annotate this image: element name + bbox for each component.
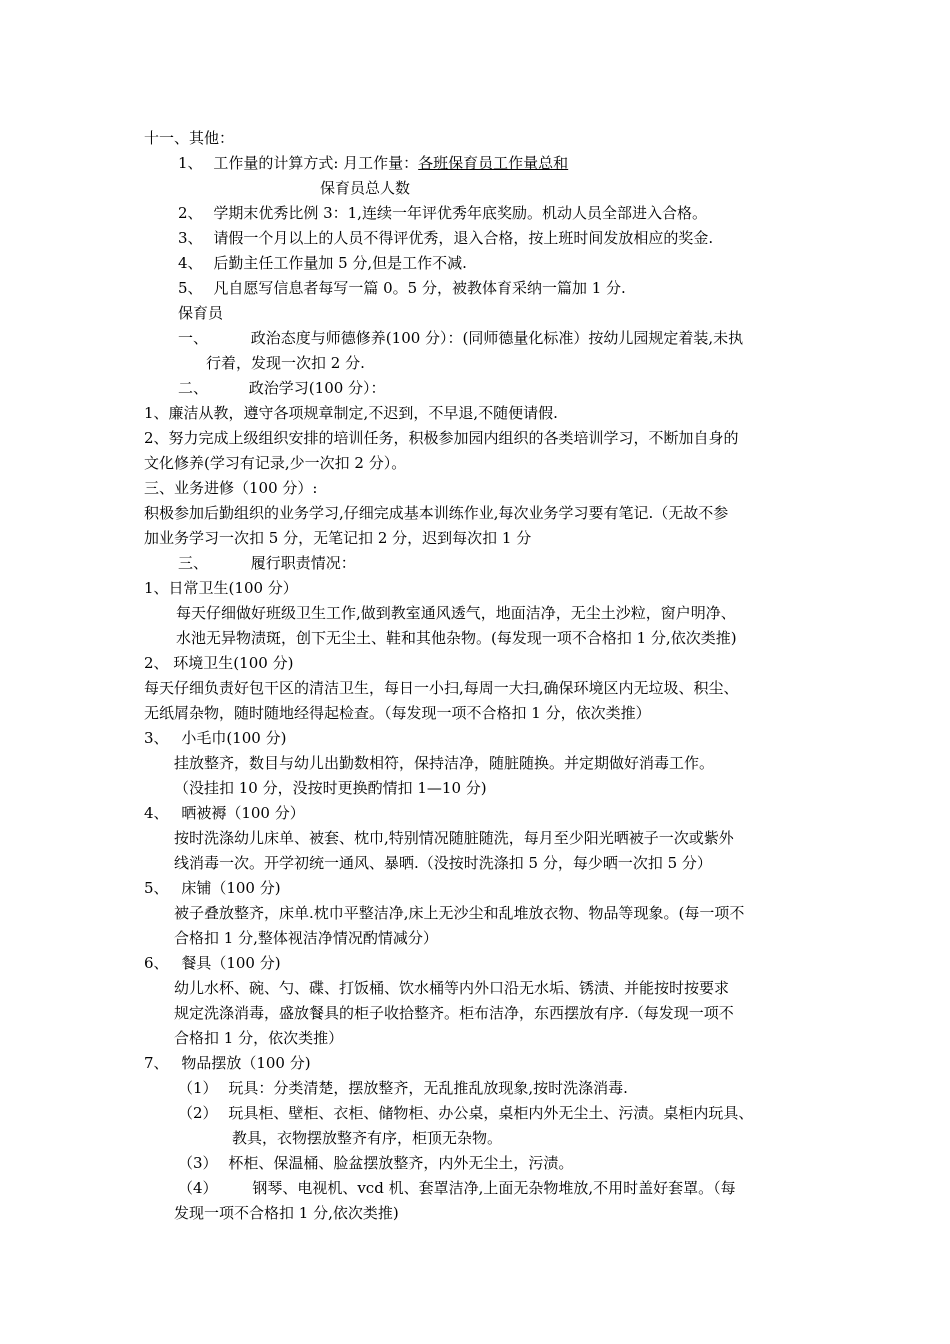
other-item-3: [178, 228, 713, 250]
item-text: 餐具（100 分): [181, 954, 281, 972]
item-text: 床铺（100 分): [181, 879, 281, 897]
d7-sub-2-line-1: [178, 1103, 753, 1125]
section-text: 政治态度与师德修养(100 分）：(同师德量化标准）按幼儿园规定着装,未执: [250, 329, 744, 347]
other-item-2: [178, 203, 707, 225]
other-item-5: [178, 278, 626, 300]
sub-number: （2）: [178, 1104, 218, 1122]
item-number: 7、: [144, 1054, 169, 1072]
section-title: 保育员: [178, 304, 224, 322]
item-text: 晒被褥（100 分）: [181, 804, 305, 822]
d3-title: [144, 728, 286, 750]
s1-line-2: 行着，发现一次扣 2 分.: [206, 354, 365, 372]
s2-para-1: 1、廉洁从教，遵守各项规章制定,不迟到，不早退,不随便请假.: [144, 404, 558, 422]
d3-line-1: 挂放整齐，数目与幼儿出勤数相符，保持洁净，随脏随换。并定期做好消毒工作。: [174, 754, 715, 772]
item-number: 4、: [144, 804, 169, 822]
fraction-numerator: 各班保育员工作量总和: [418, 154, 569, 172]
item-number: 1、: [178, 154, 203, 172]
section-number: 三、: [178, 554, 209, 572]
s2-para-2-line-1: 2、努力完成上级组织安排的培训任务，积极参加园内组织的各类培训学习，不断加自身的: [144, 429, 739, 447]
item-text: 凡自愿写信息者每写一篇 0。5 分，被教体育采纳一篇加 1 分.: [213, 279, 626, 297]
s1-line-1: [178, 328, 743, 350]
s3-line-1: 积极参加后勤组织的业务学习,仔细完成基本训练作业,每次业务学习要有笔记.（无故不参: [144, 504, 729, 522]
section-text: 政治学习(100 分）：: [248, 379, 386, 397]
sub-text: 杯柜、保温桶、脸盆摆放整齐，内外无尘土，污渍。: [228, 1154, 574, 1172]
d2-line-2: 无纸屑杂物，随时随地经得起检查。（每发现一项不合格扣 1 分，依次类推）: [144, 704, 651, 722]
d6-line-3: 合格扣 1 分，依次类推）: [174, 1029, 344, 1047]
sub-text: 玩具柜、壁柜、衣柜、储物柜、办公桌，桌柜内外无尘土、污渍。桌柜内玩具、: [228, 1104, 754, 1122]
d6-line-2: 规定洗涤消毒，盛放餐具的柜子收拾整齐。柜布洁净，东西摆放有序.（每发现一项不: [174, 1004, 734, 1022]
item-number: 5、: [178, 279, 203, 297]
d7-sub-4-line-1: [178, 1178, 736, 1200]
item-text: 物品摆放（100 分): [181, 1054, 311, 1072]
sub-number: （1）: [178, 1079, 218, 1097]
item-text: 后勤主任工作量加 5 分,但是工作不减.: [213, 254, 467, 272]
d5-line-1: 被子叠放整齐，床单.枕巾平整洁净,床上无沙尘和乱堆放衣物、物品等现象。(每一项不: [174, 904, 745, 922]
item-number: 3、: [144, 729, 169, 747]
d2-title: 2、 环境卫生(100 分): [144, 654, 294, 672]
sub-number: （3）: [178, 1154, 218, 1172]
d7-sub-3: [178, 1153, 573, 1175]
item-text: 学期末优秀比例 3：1,连续一年评优秀年底奖励。机动人员全部进入合格。: [213, 204, 707, 222]
s3-line-2: 加业务学习一次扣 5 分，无笔记扣 2 分，迟到每次扣 1 分: [144, 529, 532, 547]
item-number: 6、: [144, 954, 169, 972]
d7-sub-4-line-2: 发现一项不合格扣 1 分,依次类推): [174, 1204, 399, 1222]
d1-title: 1、日常卫生(100 分）: [144, 579, 298, 597]
item-number: 5、: [144, 879, 169, 897]
item-number: 2、: [178, 204, 203, 222]
section-number: 二、: [178, 379, 209, 397]
fraction-denominator: 保育员总人数: [320, 179, 411, 197]
d2-line-1: 每天仔细负责好包干区的清洁卫生，每日一小扫,每周一大扫,确保环境区内无垃圾、积尘、: [144, 679, 739, 697]
sub-text: 玩具：分类清楚，摆放整齐，无乱推乱放现象,按时洗涤消毒.: [228, 1079, 628, 1097]
s4-title: [178, 553, 356, 575]
d3-line-2: （没挂扣 10 分，没按时更换酌情扣 1—10 分): [174, 779, 487, 797]
s3-title: 三、业务进修（100 分）:: [144, 479, 318, 497]
s2-title: [178, 378, 386, 400]
other-item-1: [178, 153, 568, 175]
d5-title: [144, 878, 281, 900]
d7-sub-1: [178, 1078, 628, 1100]
s2-para-2-line-2: 文化修养(学习有记录,少一次扣 2 分）。: [144, 454, 407, 472]
section-text: 履行职责情况：: [250, 554, 356, 572]
d4-line-2: 线消毒一次。开学初统一通风、暴晒.（没按时洗涤扣 5 分，每少晒一次扣 5 分）: [174, 854, 712, 872]
item-number: 4、: [178, 254, 203, 272]
sub-number: （4）: [178, 1179, 218, 1197]
item-text: 小毛巾(100 分): [181, 729, 287, 747]
section-number: 一、: [178, 329, 209, 347]
d1-line-1: 每天仔细做好班级卫生工作,做到教室通风透气，地面洁净，无尘土沙粒，窗户明净、: [176, 604, 736, 622]
item-text: 请假一个月以上的人员不得评优秀，退入合格，按上班时间发放相应的奖金.: [213, 229, 714, 247]
d7-sub-2-line-2: 教具，衣物摆放整齐有序，柜顶无杂物。: [232, 1129, 503, 1147]
d4-line-1: 按时洗涤幼儿床单、被套、枕巾,特别情况随脏随洗，每月至少阳光晒被子一次或紫外: [174, 829, 734, 847]
item-text: 工作量的计算方式: 月工作量：: [213, 154, 419, 172]
d1-line-2: 水池无异物渍斑，创下无尘土、鞋和其他杂物。(每发现一项不合格扣 1 分,依次类推): [176, 629, 737, 647]
d7-title: [144, 1053, 311, 1075]
d5-line-2: 合格扣 1 分,整体视洁净情况酌情减分）: [174, 929, 438, 947]
other-item-4: [178, 253, 467, 275]
d4-title: [144, 803, 305, 825]
heading-other: 十一、其他：: [144, 129, 235, 147]
d6-line-1: 幼儿水杯、碗、勺、碟、打饭桶、饮水桶等内外口沿无水垢、锈渍、并能按时按要求: [174, 979, 730, 997]
d6-title: [144, 953, 281, 975]
item-number: 3、: [178, 229, 203, 247]
sub-text: 钢琴、电视机、vcd 机、套罩洁净,上面无杂物堆放,不用时盖好套罩。（每: [252, 1179, 736, 1197]
